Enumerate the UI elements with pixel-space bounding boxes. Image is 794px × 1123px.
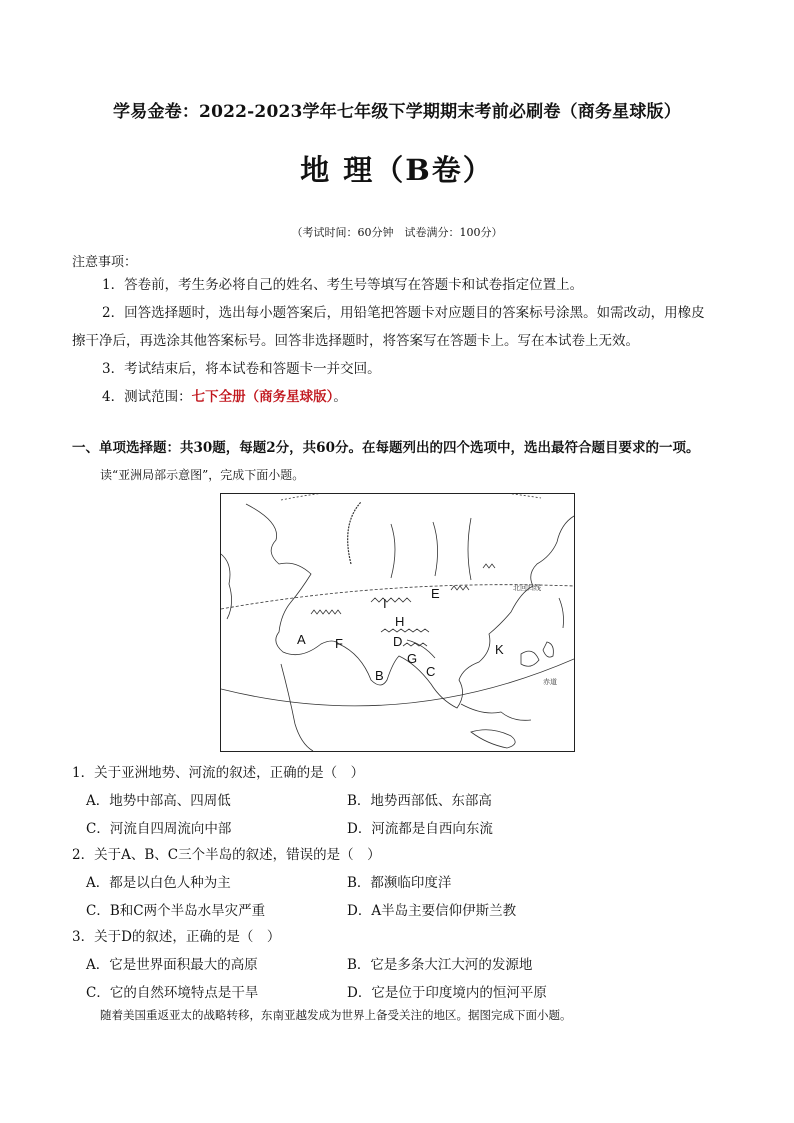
question-2-option-c: C．B和C两个半岛水旱灾严重 [86,903,266,919]
question-1-stem: 1．关于亚洲地势、河流的叙述，正确的是（ ） [72,765,365,781]
test-scope: 七下全册（商务星球版） [191,389,334,405]
river [391,524,395,578]
river [433,522,438,576]
map-label-D: D [393,634,403,649]
section-heading: 一、单项选择题：共30题，每题2分，共60分。在每题列出的四个选项中，选出最符合题目要求的一项。 [72,440,700,456]
notice-item-2-line-1: 2．回答选择题时，选出每小题答案后，用铅笔把答题卡对应题目的答案标号涂黑。如需改动，用橡皮 [102,305,705,321]
mountain-range [451,586,469,590]
island-arc [559,598,564,628]
notice-item-1-text: 1．答卷前，考生务必将自己的姓名、考生号等填写在答题卡和试卷指定位置上。 [102,277,584,293]
mountain-range [311,610,341,614]
question-3-option-c: C．它的自然环境特点是干旱 [86,985,259,1001]
equator-line [221,659,574,706]
lead-text-2: 随着美国重返亚太的战略转移，东南亚越发成为世界上备受关注的地区。据图完成下面小题。 [100,1008,572,1022]
mountain-range [371,598,411,602]
map-label-H: H [395,614,405,629]
notice-item-1 [72,271,724,299]
west-coastline [221,554,232,619]
arctic-circle-line [281,494,541,500]
map-label-B: B [375,668,384,683]
question-3-option-a: A．它是世界面积最大的高原 [86,957,258,973]
mainland-coastline [246,504,574,708]
map-label-E: E [431,586,440,601]
island-arc [461,704,531,720]
question-3-option-b: B．它是多条大江大河的发源地 [347,957,533,973]
subject-title: 地 理（B卷） [300,153,494,187]
tropic-label: 北回归线 [513,584,541,592]
question-1-option-b: B．地势西部低、东部高 [347,793,492,809]
notice-item-4-prefix: 4．测试范围： [102,389,192,405]
africa-coastline [281,664,313,751]
question-2-option-a: A．都是以白色人种为主 [86,875,231,891]
mountain-range [483,564,495,568]
mountain-range [381,629,429,632]
exam-title: 学易金卷：2022-2023学年七年级下学期期末考前必刷卷（商务星球版） [113,102,681,122]
map-label-A: A [297,632,306,647]
island [543,642,553,657]
notice-item-2 [72,299,724,355]
map-label-C: C [426,664,436,679]
mountain-range [403,643,427,646]
island [471,730,515,748]
map-label-F: F [335,636,343,651]
map-lead-text: 读“亚洲局部示意图”，完成下面小题。 [100,468,305,482]
question-3-option-d: D．它是位于印度境内的恒河平原 [347,985,547,1001]
question-2-option-d: D．A半岛主要信仰伊斯兰教 [347,903,517,919]
question-2-stem: 2．关于A、B、C三个半岛的叙述，错误的是（ ） [72,847,381,863]
river [468,518,471,580]
notice-item-3-text: 3．考试结束后，将本试卷和答题卡一并交回。 [102,361,381,377]
notice-item-4-suffix: 。 [333,389,347,405]
notice-item-4 [72,383,724,411]
asia-map-figure [220,493,575,752]
question-3-stem: 3．关于D的叙述，正确的是（ ） [72,929,281,945]
question-2-option-b: B．都濒临印度洋 [347,875,452,891]
equator-label: 赤道 [543,678,557,686]
map-label-G: G [407,651,418,666]
exam-info: （考试时间：60分钟 试卷满分：100分） [291,226,503,239]
asia-map-svg [221,494,574,751]
question-1-option-a: A．地势中部高、四周低 [86,793,231,809]
map-label-K: K [495,642,504,657]
question-1-option-d: D．河流都是自西向东流 [347,821,493,837]
map-label-I: I [383,596,387,611]
notice-item-3 [72,355,724,383]
boundary-line [348,502,361,564]
notice-item-2-line-2: 擦干净后，再选涂其他答案标号。回答非选择题时，将答案写在答题卡上。写在本试卷上无效。 [72,333,639,349]
question-1-option-c: C．河流自四周流向中部 [86,821,232,837]
island [521,651,539,666]
notice-heading: 注意事项： [72,255,138,270]
